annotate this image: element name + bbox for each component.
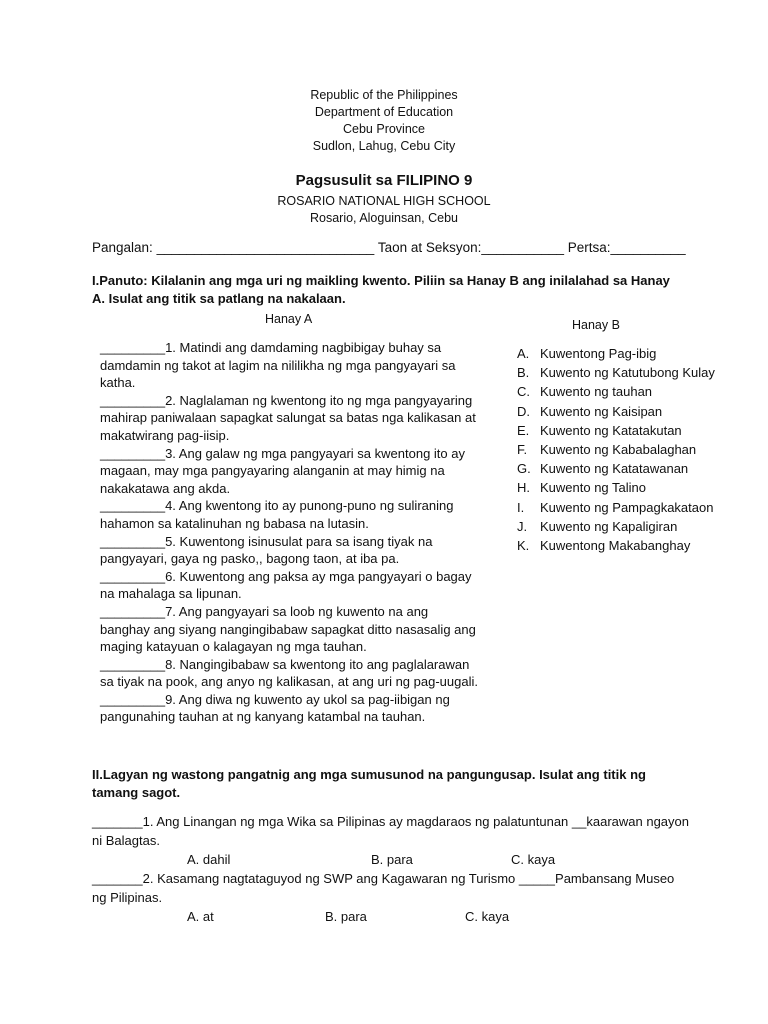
hanay-b-item — [517, 459, 717, 478]
choice-text: Kuwento ng Katutubong Kulay — [540, 365, 715, 381]
hanay-b-item — [517, 363, 717, 382]
choice-letter: G. — [517, 461, 531, 477]
choice-c: C. kaya — [465, 909, 510, 924]
date-label: Pertsa: — [567, 240, 611, 255]
hanay-a-item-4: _________4. Ang kwentong ito ay punong-puno ng suliraning hahamon sa katalinuhan ng babasa na lutasin. — [100, 498, 454, 531]
choice-text: Kuwento ng Katatakutan — [540, 422, 682, 438]
choice-c: C. kaya — [511, 852, 556, 867]
letterhead — [0, 87, 768, 155]
question-1-choices — [92, 850, 692, 869]
choice-text: Kuwento ng Kapaligiran — [540, 518, 678, 534]
school-address: Rosario, Aloguinsan, Cebu — [309, 211, 458, 225]
choice-text: Kuwentong Makabanghay — [540, 538, 691, 554]
choice-a: A. at — [187, 909, 214, 924]
choice-a: A. dahil — [187, 852, 231, 867]
hanay-b-item — [517, 344, 717, 363]
choice-letter: A. — [517, 346, 530, 361]
choice-letter: I. — [517, 499, 525, 515]
choice-letter: F. — [517, 442, 528, 458]
date-blank: __________ — [610, 240, 686, 255]
hanay-a-item-8: _________8. Nangingibabaw sa kwentong ito ang paglalarawan sa tiyak na pook, ang anyo ng kalikasan, at ang uri ng pag-uugali. — [100, 656, 478, 690]
hanay-b-item — [517, 402, 717, 421]
choice-text: Kuwento ng Kababalaghan — [540, 442, 697, 458]
hanay-a-item-1: _________1. Matindi ang damdaming nagbibigay buhay sa damdamin ng takot at lagim na nililikha ng mga pangyayari sa katha. — [100, 340, 456, 391]
choice-b: B. para — [371, 852, 413, 867]
hanay-b-item — [517, 536, 717, 555]
hanay-a-item-5: _________5. Kuwentong isinusulat para sa isang tiyak na pangyayari, gaya ng pasko,, bagong taon, at iba pa. — [100, 533, 433, 567]
choice-text: Kuwento ng Pampagkakataon — [540, 499, 714, 515]
hanay-a-list — [100, 339, 478, 726]
choice-text: Kuwento ng Katatawanan — [540, 461, 689, 477]
choice-letter: K. — [517, 538, 530, 554]
year-section-blank: ___________ — [481, 240, 564, 255]
exam-title: Pagsusulit sa FILIPINO 9 — [295, 172, 473, 189]
hanay-a-item-9: _________9. Ang diwa ng kuwento ay ukol sa pag-iibigan ng pangunahing tauhan at ng kanyang katambal na tauhan. — [100, 691, 450, 725]
choice-text: Kuwento ng Kaisipan — [540, 403, 663, 419]
question-2: _______2. Kasamang nagtataguyod ng SWP ang Kagawaran ng Turismo _____Pambansang Museo ng Pilipinas. — [92, 871, 675, 905]
choice-text: Kuwento ng Talino — [540, 480, 647, 496]
header-department: Department of Education — [314, 105, 454, 119]
choice-letter: E. — [517, 422, 530, 438]
choice-letter: J. — [517, 518, 528, 534]
choice-letter: C. — [517, 384, 530, 400]
hanay-b-item — [517, 517, 717, 536]
student-info-line — [92, 240, 686, 255]
year-section-label: Taon at Seksyon: — [377, 240, 482, 255]
hanay-b-item — [517, 440, 717, 459]
question-1: _______1. Ang Linangan ng mga Wika sa Pilipinas ay magdaraos ng palatuntunan __kaarawan ngayon ni Balagtas. — [92, 814, 689, 848]
header-republic: Republic of the Philippines — [310, 88, 458, 102]
choice-text: Kuwentong Pag-ibig — [540, 346, 657, 361]
hanay-b-item — [517, 421, 717, 440]
hanay-a-item-7: _________7. Ang pangyayari sa loob ng kuwento na ang banghay ang siyang nangingibabaw sapagkat ditto nasasalig ang maging katayuan o kalagayan ng mga tauhan. — [100, 603, 476, 655]
header-city: Sudlon, Lahug, Cebu City — [312, 139, 456, 153]
hanay-a-item-2: _________2. Naglalaman ng kwentong ito ng mga pangyayaring mahirap paniwalaan sapagkat salungat sa batas nga kalikasan at makatwirang pag-iisip. — [100, 392, 476, 443]
choice-letter: B. — [517, 365, 530, 381]
name-label: Pangalan: — [92, 240, 153, 255]
hanay-b-item — [517, 382, 717, 401]
hanay-a-heading: Hanay A — [265, 312, 313, 326]
part1-directions: I.Panuto: Kilalanin ang mga uri ng maikling kwento. Piliin sa Hanay B ang inilalahad sa Hanay A. Isulat ang titik sa patlang na nakalaan. — [92, 273, 670, 306]
hanay-b-list — [517, 344, 717, 555]
question-2-choices — [92, 907, 692, 926]
hanay-b-item — [517, 478, 717, 497]
choice-b: B. para — [325, 909, 367, 924]
hanay-a-item-3: _________3. Ang galaw ng mga pangyayari sa kwentong ito ay magaan, may mga pangyayaring alanganin at may himig na nakakatawa ang akda. — [100, 445, 465, 496]
school-name: ROSARIO NATIONAL HIGH SCHOOL — [277, 194, 491, 208]
title-block — [0, 170, 768, 227]
hanay-b-item — [517, 498, 717, 517]
name-blank: _____________________________ — [156, 240, 375, 255]
choice-letter: D. — [517, 403, 530, 419]
choice-text: Kuwento ng tauhan — [540, 384, 653, 400]
header-province: Cebu Province — [343, 122, 425, 136]
part2-questions — [92, 812, 692, 926]
part2-directions: II.Lagyan ng wastong pangatnig ang mga sumusunod na pangungusap. Isulat ang titik ng tamang sagot. — [92, 767, 646, 800]
hanay-b-heading: Hanay B — [572, 318, 620, 332]
choice-letter: H. — [517, 480, 530, 496]
hanay-a-item-6: _________6. Kuwentong ang paksa ay mga pangyayari o bagay na mahalaga sa lipunan. — [100, 568, 472, 602]
